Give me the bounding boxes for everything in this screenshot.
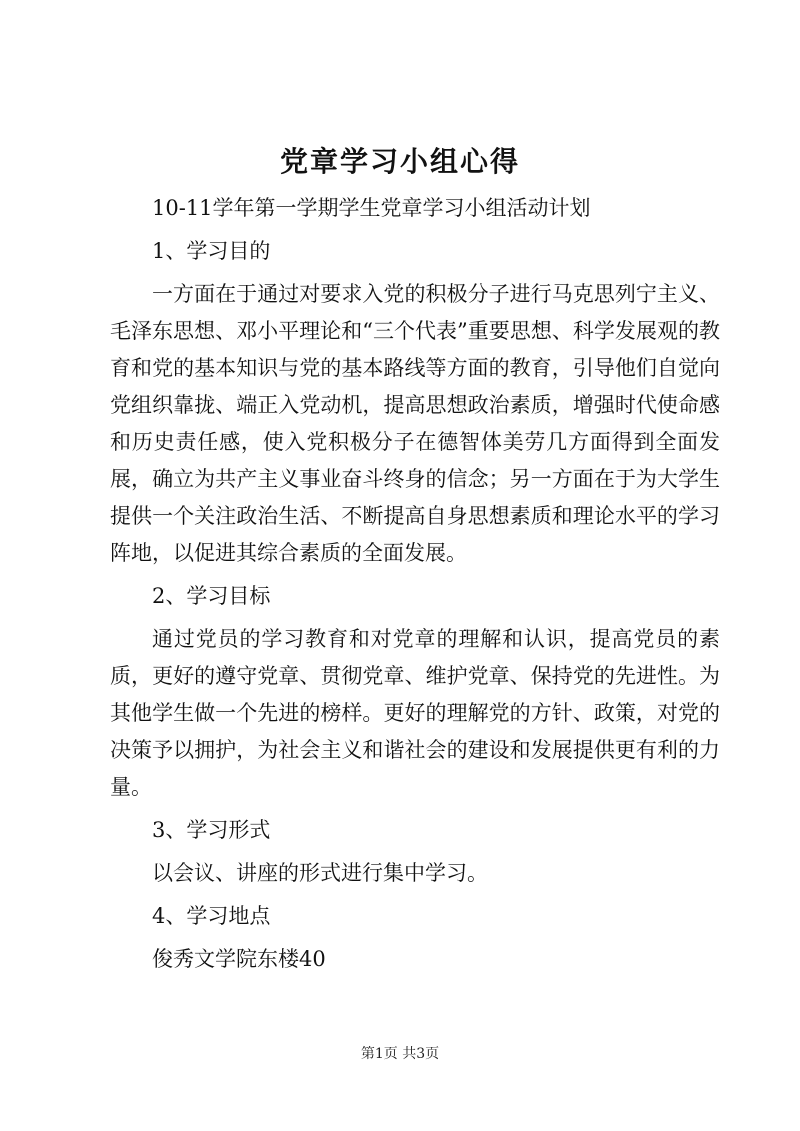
section-3-paragraph: 以会议、讲座的形式进行集中学习。 bbox=[152, 861, 488, 885]
section-2-heading: 2、学习目标 bbox=[152, 584, 271, 608]
section-1-paragraph: 一方面在于通过对要求入党的积极分子进行马克思列宁主义、毛泽东思想、邓小平理论和“三个代表”重要思想、科学发展观的教育和党的基本知识与党的基本路线等方面的教育，引导他们自觉向党组织靠拢、端正入党动机，提高思想政治素质，增强时代使命感和历史责任感，使入党积极分子在德智体美劳几方面得到全面发展，确立为共产主义事业奋斗终身的信念；另一方面在于为大学生提供一个关注政治生活、不断提高自身思想素质和理论水平的学习阵地，以促进其综合素质的全面发展。 bbox=[110, 282, 720, 565]
page-title: 党章学习小组心得 bbox=[279, 145, 520, 178]
document-body bbox=[110, 190, 720, 984]
section-4-heading: 4、学习地点 bbox=[152, 904, 271, 928]
section-3-heading: 3、学习形式 bbox=[152, 818, 271, 842]
page-footer: 第1页 共3页 bbox=[360, 1046, 440, 1062]
section-1-heading: 1、学习目的 bbox=[152, 239, 271, 263]
section-4-paragraph: 俊秀文学院东楼40 bbox=[152, 947, 326, 971]
document-subtitle: 10-11学年第一学期学生党章学习小组活动计划 bbox=[152, 196, 591, 220]
section-2-paragraph: 通过党员的学习教育和对党章的理解和认识，提高党员的素质，更好的遵守党章、贯彻党章、维护党章、保持党的先进性。为其他学生做一个先进的榜样。更好的理解党的方针、政策，对党的决策予以拥护，为社会主义和谐社会的建设和发展提供更有利的力量。 bbox=[110, 627, 720, 799]
